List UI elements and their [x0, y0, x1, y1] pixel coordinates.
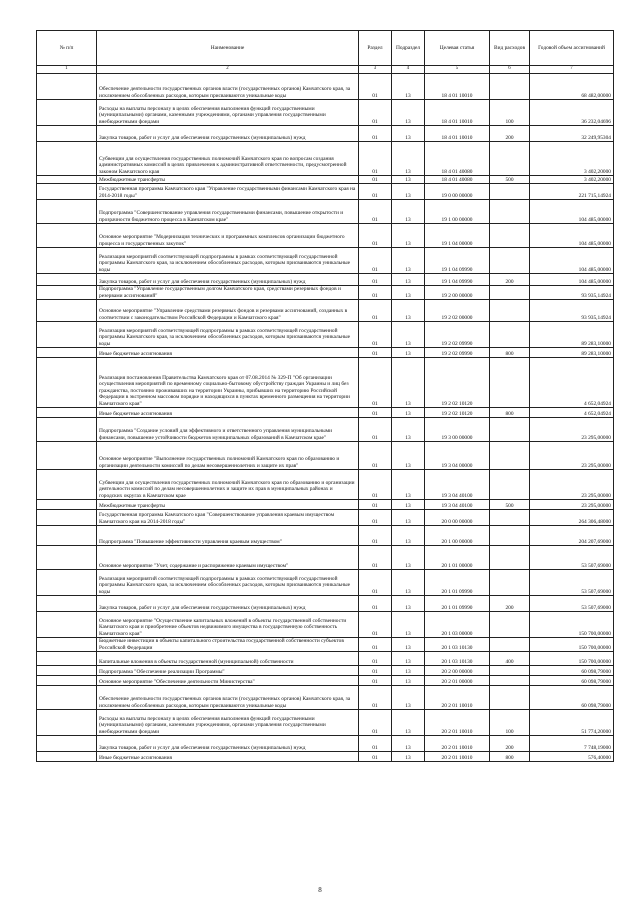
budget-table [36, 30, 614, 762]
cell-csr: 19 2 02 09990 [425, 322, 490, 348]
cell-sum: 23 295,00000 [530, 500, 614, 510]
cell-podrazdel: 13 [392, 142, 425, 176]
cell-csr: 19 1 04 09990 [425, 248, 490, 274]
cell-csr: 19 2 02 10120 [425, 408, 490, 418]
cell-num [37, 176, 97, 184]
cell-podrazdel: 13 [392, 612, 425, 638]
cell-razdel: 01 [359, 100, 392, 126]
header-name: Наименование [97, 31, 359, 66]
cell-razdel: 01 [359, 652, 392, 666]
cell-razdel: 01 [359, 570, 392, 596]
cell-vr [490, 74, 530, 100]
cell-num [37, 200, 97, 224]
cell-num [37, 752, 97, 762]
cell-razdel: 01 [359, 470, 392, 500]
cell-sum: 150 700,00000 [530, 638, 614, 652]
table-row [37, 676, 614, 686]
table-row [37, 322, 614, 348]
cell-num [37, 526, 97, 546]
header-number: 5 [425, 66, 490, 74]
cell-num [37, 322, 97, 348]
cell-podrazdel: 13 [392, 408, 425, 418]
cell-num [37, 126, 97, 142]
cell-sum: 23 295,00000 [530, 470, 614, 500]
cell-csr: 20 1 01 00000 [425, 546, 490, 570]
cell-name: Основное мероприятие "Учет, содержание и распоряжение краевым имуществом" [97, 546, 359, 570]
cell-name: Закупка товаров, работ и услуг для обеспечения государственных (муниципальных) нужд [97, 736, 359, 752]
cell-sum: 53 507,69000 [530, 546, 614, 570]
cell-vr [490, 286, 530, 300]
cell-name: Субвенции для осуществления государственных полномочий Камчатского края по образованию и организации деятельности комиссий по делам несовершеннолетних и защите их прав в муниципальных районах и городских округах в Камчатском крае [97, 470, 359, 500]
cell-num [37, 546, 97, 570]
cell-sum: 60 098,79000 [530, 686, 614, 710]
table-header-row [37, 31, 614, 66]
cell-podrazdel: 13 [392, 126, 425, 142]
cell-num [37, 418, 97, 442]
cell-sum: 93 935,14924 [530, 300, 614, 322]
cell-num [37, 570, 97, 596]
cell-csr: 19 2 02 10120 [425, 358, 490, 408]
cell-num [37, 274, 97, 286]
cell-csr: 19 3 00 00000 [425, 418, 490, 442]
header-num: № п/п [37, 31, 97, 66]
table-row [37, 612, 614, 638]
cell-name: Иные бюджетные ассигнования [97, 752, 359, 762]
cell-name: Государственная программа Камчатского края "Совершенствование управления краевым имуществом Камчатского края на 2014-2018 годы" [97, 510, 359, 526]
cell-razdel: 01 [359, 546, 392, 570]
cell-vr [490, 686, 530, 710]
cell-num [37, 224, 97, 248]
cell-num [37, 348, 97, 358]
cell-podrazdel: 13 [392, 418, 425, 442]
cell-sum: 23 295,00000 [530, 442, 614, 470]
cell-num [37, 184, 97, 200]
table-row [37, 686, 614, 710]
cell-csr: 18 4 01 10010 [425, 126, 490, 142]
cell-name: Основное мероприятие "Осуществление капитальных вложений в объекты государственной собственности Камчатского края и приобретение объектов недвижимого имущества в государственную собственность Камчатского края" [97, 612, 359, 638]
table-row [37, 348, 614, 358]
cell-sum: 89 283,10000 [530, 348, 614, 358]
cell-num [37, 510, 97, 526]
cell-sum: 104 485,00000 [530, 224, 614, 248]
cell-razdel: 01 [359, 736, 392, 752]
cell-vr: 100 [490, 100, 530, 126]
cell-name: Подпрограмма "Создание условий для эффективного и ответственного управления муниципальными финансами, повышение устойчивости бюджетов муниципальных образований в Камчатском крае" [97, 418, 359, 442]
cell-num [37, 596, 97, 612]
cell-razdel: 01 [359, 358, 392, 408]
cell-vr: 800 [490, 408, 530, 418]
cell-razdel: 01 [359, 752, 392, 762]
cell-vr: 500 [490, 176, 530, 184]
cell-razdel: 01 [359, 248, 392, 274]
cell-sum: 36 232,04696 [530, 100, 614, 126]
cell-num [37, 358, 97, 408]
cell-name: Подпрограмма "Управление государственным долгом Камчатского края, средствами резервных фондов и резервами ассигнований" [97, 286, 359, 300]
cell-podrazdel: 13 [392, 470, 425, 500]
cell-sum: 104 485,00000 [530, 274, 614, 286]
cell-vr: 400 [490, 652, 530, 666]
cell-podrazdel: 13 [392, 200, 425, 224]
cell-vr [490, 676, 530, 686]
cell-podrazdel: 13 [392, 500, 425, 510]
cell-name: Подпрограмма "Совершенствование управления государственными финансами, повышение открытости и прозрачности бюджетного процесса в Камчатском крае" [97, 200, 359, 224]
cell-podrazdel: 13 [392, 676, 425, 686]
cell-vr [490, 510, 530, 526]
cell-razdel: 01 [359, 638, 392, 652]
cell-razdel: 01 [359, 666, 392, 676]
cell-csr: 20 2 01 10010 [425, 752, 490, 762]
cell-csr: 20 2 01 10010 [425, 736, 490, 752]
cell-csr: 18 4 01 40080 [425, 176, 490, 184]
cell-podrazdel: 13 [392, 176, 425, 184]
header-csr: Целевая статья [425, 31, 490, 66]
cell-sum: 53 507,69000 [530, 596, 614, 612]
cell-name: Основное мероприятие "Выполнение государственных полномочий Камчатского края по образованию и организации деятельности комиссий по делам несовершеннолетних и защите их прав" [97, 442, 359, 470]
cell-razdel: 01 [359, 442, 392, 470]
cell-name: Иные бюджетные ассигнования [97, 348, 359, 358]
table-row [37, 100, 614, 126]
header-numbers-row [37, 66, 614, 74]
cell-name: Реализация постановления Правительства Камчатского края от 07.08.2014 № 329-П "Об организации осуществления мероприятий по временному социально-бытовому обустройству граждан Украины и лиц без гражданства, постоянно проживавших на территории Украины, прибывших на территорию Российской Федерации в экстренном массовом порядке и находящихся в пунктах временного размещения на территории Камчатского края" [97, 358, 359, 408]
cell-vr [490, 666, 530, 676]
header-vr: Вид расходов [490, 31, 530, 66]
header-razdel: Раздел [359, 31, 392, 66]
cell-name: Закупка товаров, работ и услуг для обеспечения государственных (муниципальных) нужд [97, 596, 359, 612]
cell-name: Обеспечение деятельности государственных органов власти (государственных органов) Камчатского края, за исключением обособленных расходов, которым присваиваются уникальные коды [97, 686, 359, 710]
table-row [37, 126, 614, 142]
cell-podrazdel: 13 [392, 638, 425, 652]
table-row [37, 500, 614, 510]
table-row [37, 224, 614, 248]
cell-num [37, 442, 97, 470]
cell-razdel: 01 [359, 322, 392, 348]
cell-name: Закупка товаров, работ и услуг для обеспечения государственных (муниципальных) нужд [97, 126, 359, 142]
cell-sum: 3 402,20000 [530, 176, 614, 184]
table-row [37, 274, 614, 286]
cell-name: Реализация мероприятий соответствующей подпрограммы в рамках соответствующей государственной программы Камчатского края, за исключением обособленных расходов, которым присваиваются уникальные коды [97, 248, 359, 274]
cell-razdel: 01 [359, 126, 392, 142]
table-row [37, 176, 614, 184]
cell-vr: 100 [490, 710, 530, 736]
cell-name: Закупка товаров, работ и услуг для обеспечения государственных (муниципальных) нужд [97, 274, 359, 286]
cell-num [37, 248, 97, 274]
cell-vr [490, 638, 530, 652]
cell-podrazdel: 13 [392, 274, 425, 286]
cell-sum: 3 402,20000 [530, 142, 614, 176]
cell-name: Межбюджетные трансферты [97, 176, 359, 184]
cell-name: Основное мероприятие "Модернизация технических и программных комплексов организации бюджетного процесса и государственных закупок" [97, 224, 359, 248]
cell-csr: 19 1 04 09990 [425, 274, 490, 286]
cell-vr [490, 358, 530, 408]
cell-csr: 20 2 01 00000 [425, 676, 490, 686]
table-row [37, 300, 614, 322]
cell-podrazdel: 13 [392, 442, 425, 470]
cell-razdel: 01 [359, 408, 392, 418]
cell-num [37, 710, 97, 736]
cell-sum: 576,40000 [530, 752, 614, 762]
header-podrazdel: Подраздел [392, 31, 425, 66]
table-row [37, 470, 614, 500]
cell-name: Межбюджетные трансферты [97, 500, 359, 510]
cell-vr [490, 200, 530, 224]
cell-podrazdel: 13 [392, 322, 425, 348]
cell-csr: 19 1 04 00000 [425, 224, 490, 248]
table-row [37, 596, 614, 612]
cell-sum: 4 652,04924 [530, 408, 614, 418]
cell-num [37, 286, 97, 300]
cell-vr: 200 [490, 126, 530, 142]
cell-name: Подпрограмма "Повышение эффективности управления краевым имуществом" [97, 526, 359, 546]
cell-num [37, 676, 97, 686]
cell-num [37, 470, 97, 500]
cell-vr [490, 526, 530, 546]
cell-podrazdel: 13 [392, 710, 425, 736]
table-row [37, 638, 614, 652]
cell-name: Бюджетные инвестиции в объекты капитального строительства государственной собственности субъектов Российской Федерации [97, 638, 359, 652]
cell-podrazdel: 13 [392, 248, 425, 274]
cell-vr [490, 322, 530, 348]
cell-sum: 7 748,19000 [530, 736, 614, 752]
cell-vr: 500 [490, 500, 530, 510]
cell-num [37, 408, 97, 418]
table-row [37, 184, 614, 200]
cell-podrazdel: 13 [392, 736, 425, 752]
header-number: 4 [392, 66, 425, 74]
cell-csr: 18 4 01 10010 [425, 74, 490, 100]
cell-podrazdel: 13 [392, 510, 425, 526]
cell-csr: 19 2 00 00000 [425, 286, 490, 300]
cell-csr: 18 4 01 10010 [425, 100, 490, 126]
cell-podrazdel: 13 [392, 652, 425, 666]
cell-num [37, 638, 97, 652]
cell-razdel: 01 [359, 274, 392, 286]
cell-vr: 200 [490, 274, 530, 286]
cell-num [37, 300, 97, 322]
cell-sum: 89 283,10000 [530, 322, 614, 348]
cell-sum: 93 935,14924 [530, 286, 614, 300]
cell-csr: 20 1 03 10130 [425, 638, 490, 652]
cell-csr: 20 0 00 00000 [425, 510, 490, 526]
table-row [37, 666, 614, 676]
cell-name: Реализация мероприятий соответствующей подпрограммы в рамках соответствующей государственной программы Камчатского края, за исключением обособленных расходов, которым присваиваются уникальные коды [97, 322, 359, 348]
cell-podrazdel: 13 [392, 546, 425, 570]
cell-csr: 20 1 01 09990 [425, 570, 490, 596]
cell-csr: 20 2 00 00000 [425, 666, 490, 676]
cell-vr [490, 248, 530, 274]
cell-csr: 18 4 01 40080 [425, 142, 490, 176]
header-number: 2 [97, 66, 359, 74]
cell-sum: 32 249,95304 [530, 126, 614, 142]
cell-csr: 20 2 01 10010 [425, 710, 490, 736]
cell-podrazdel: 13 [392, 596, 425, 612]
cell-name: Капитальные вложения в объекты государственной (муниципальной) собственности [97, 652, 359, 666]
cell-vr: 800 [490, 348, 530, 358]
cell-vr: 800 [490, 752, 530, 762]
cell-num [37, 652, 97, 666]
table-row [37, 286, 614, 300]
cell-num [37, 100, 97, 126]
cell-num [37, 142, 97, 176]
cell-razdel: 01 [359, 224, 392, 248]
cell-csr: 20 1 01 09990 [425, 596, 490, 612]
table-row [37, 248, 614, 274]
cell-razdel: 01 [359, 200, 392, 224]
cell-razdel: 01 [359, 676, 392, 686]
cell-sum: 60 098,79000 [530, 666, 614, 676]
cell-num [37, 74, 97, 100]
table-row [37, 652, 614, 666]
cell-vr [490, 612, 530, 638]
cell-sum: 104 485,00000 [530, 200, 614, 224]
table-row [37, 358, 614, 408]
table-row [37, 408, 614, 418]
table-row [37, 418, 614, 442]
cell-razdel: 01 [359, 142, 392, 176]
cell-podrazdel: 13 [392, 752, 425, 762]
cell-csr: 19 1 00 00000 [425, 200, 490, 224]
cell-num [37, 736, 97, 752]
cell-csr: 20 2 01 10010 [425, 686, 490, 710]
cell-sum: 204 207,69000 [530, 526, 614, 546]
cell-sum: 51 774,20000 [530, 710, 614, 736]
table-row [37, 142, 614, 176]
cell-vr [490, 470, 530, 500]
cell-csr: 19 3 04 40100 [425, 500, 490, 510]
cell-podrazdel: 13 [392, 686, 425, 710]
header-sum: Годовой объем ассигнований [530, 31, 614, 66]
cell-name: Расходы на выплаты персоналу в целях обеспечения выполнения функций государственными (муниципальными) органами, казенными учреждениями, органами управления государственными внебюджетными фондами [97, 710, 359, 736]
cell-sum: 264 306,48000 [530, 510, 614, 526]
cell-razdel: 01 [359, 612, 392, 638]
cell-razdel: 01 [359, 686, 392, 710]
cell-razdel: 01 [359, 500, 392, 510]
cell-name: Основное мероприятие "Управление средствами резервных фондов и резервами ассигнований, созданных в соответствии с законодательством Российской Федерации и Камчатского края" [97, 300, 359, 322]
cell-csr: 19 0 00 00000 [425, 184, 490, 200]
cell-name: Реализация мероприятий соответствующей подпрограммы в рамках соответствующей государственной программы Камчатского края, за исключением обособленных расходов, которым присваиваются уникальные коды [97, 570, 359, 596]
cell-podrazdel: 13 [392, 526, 425, 546]
cell-podrazdel: 13 [392, 348, 425, 358]
header-number: 3 [359, 66, 392, 74]
cell-vr [490, 300, 530, 322]
header-number: 6 [490, 66, 530, 74]
cell-podrazdel: 13 [392, 666, 425, 676]
cell-name: Иные бюджетные ассигнования [97, 408, 359, 418]
table-row [37, 570, 614, 596]
cell-num [37, 612, 97, 638]
cell-razdel: 01 [359, 300, 392, 322]
cell-vr: 200 [490, 736, 530, 752]
table-row [37, 736, 614, 752]
table-row [37, 752, 614, 762]
cell-razdel: 01 [359, 526, 392, 546]
cell-vr [490, 570, 530, 596]
cell-csr: 19 3 04 40100 [425, 470, 490, 500]
cell-vr [490, 546, 530, 570]
cell-num [37, 686, 97, 710]
cell-vr: 200 [490, 596, 530, 612]
cell-csr: 20 1 03 10130 [425, 652, 490, 666]
cell-name: Обеспечение деятельности государственных органов власти (государственных органов) Камчатского края, за исключением обособленных расходов, которым присваиваются уникальные коды [97, 74, 359, 100]
cell-name: Субвенции для осуществления государственных полномочий Камчатского края по вопросам создания административных комиссий в целях привлечения к административной ответственности, предусмотренной законом Камчатского края [97, 142, 359, 176]
table-row [37, 442, 614, 470]
cell-sum: 60 098,79000 [530, 676, 614, 686]
cell-name: Государственная программа Камчатского края "Управление государственными финансами Камчатского края на 2014-2018 годы" [97, 184, 359, 200]
table-row [37, 200, 614, 224]
cell-razdel: 01 [359, 418, 392, 442]
cell-name: Подпрограмма "Обеспечение реализации Программы" [97, 666, 359, 676]
cell-sum: 150 700,00000 [530, 652, 614, 666]
cell-podrazdel: 13 [392, 570, 425, 596]
cell-sum: 104 485,00000 [530, 248, 614, 274]
table-row [37, 510, 614, 526]
header-number: 1 [37, 66, 97, 74]
cell-razdel: 01 [359, 74, 392, 100]
cell-razdel: 01 [359, 710, 392, 736]
cell-sum: 221 715,14924 [530, 184, 614, 200]
cell-razdel: 01 [359, 596, 392, 612]
cell-csr: 19 2 02 09990 [425, 348, 490, 358]
cell-sum: 68 482,00000 [530, 74, 614, 100]
cell-razdel: 01 [359, 176, 392, 184]
cell-sum: 23 295,00000 [530, 418, 614, 442]
cell-razdel: 01 [359, 286, 392, 300]
cell-podrazdel: 13 [392, 358, 425, 408]
cell-csr: 19 3 04 00000 [425, 442, 490, 470]
table-row [37, 710, 614, 736]
cell-num [37, 500, 97, 510]
cell-vr [490, 142, 530, 176]
cell-razdel: 01 [359, 510, 392, 526]
cell-csr: 19 2 02 00000 [425, 300, 490, 322]
table-body [37, 74, 614, 762]
table-row [37, 546, 614, 570]
cell-csr: 20 1 00 00000 [425, 526, 490, 546]
table-row [37, 74, 614, 100]
cell-sum: 4 652,04924 [530, 358, 614, 408]
cell-csr: 20 1 03 00000 [425, 612, 490, 638]
cell-podrazdel: 13 [392, 100, 425, 126]
cell-razdel: 01 [359, 348, 392, 358]
header-number: 7 [530, 66, 614, 74]
cell-vr [490, 442, 530, 470]
cell-podrazdel: 13 [392, 286, 425, 300]
table-row [37, 526, 614, 546]
cell-podrazdel: 13 [392, 74, 425, 100]
cell-podrazdel: 13 [392, 300, 425, 322]
cell-podrazdel: 13 [392, 184, 425, 200]
cell-vr [490, 418, 530, 442]
cell-podrazdel: 13 [392, 224, 425, 248]
page-number: 8 [318, 886, 322, 894]
cell-vr [490, 224, 530, 248]
cell-name: Расходы на выплаты персоналу в целях обеспечения выполнения функций государственными (муниципальными) органами, казенными учреждениями, органами управления государственными внебюджетными фондами [97, 100, 359, 126]
cell-sum: 53 507,69000 [530, 570, 614, 596]
cell-num [37, 666, 97, 676]
cell-sum: 150 700,00000 [530, 612, 614, 638]
cell-vr [490, 184, 530, 200]
cell-name: Основное мероприятие "Обеспечение деятельности Министерства" [97, 676, 359, 686]
cell-razdel: 01 [359, 184, 392, 200]
